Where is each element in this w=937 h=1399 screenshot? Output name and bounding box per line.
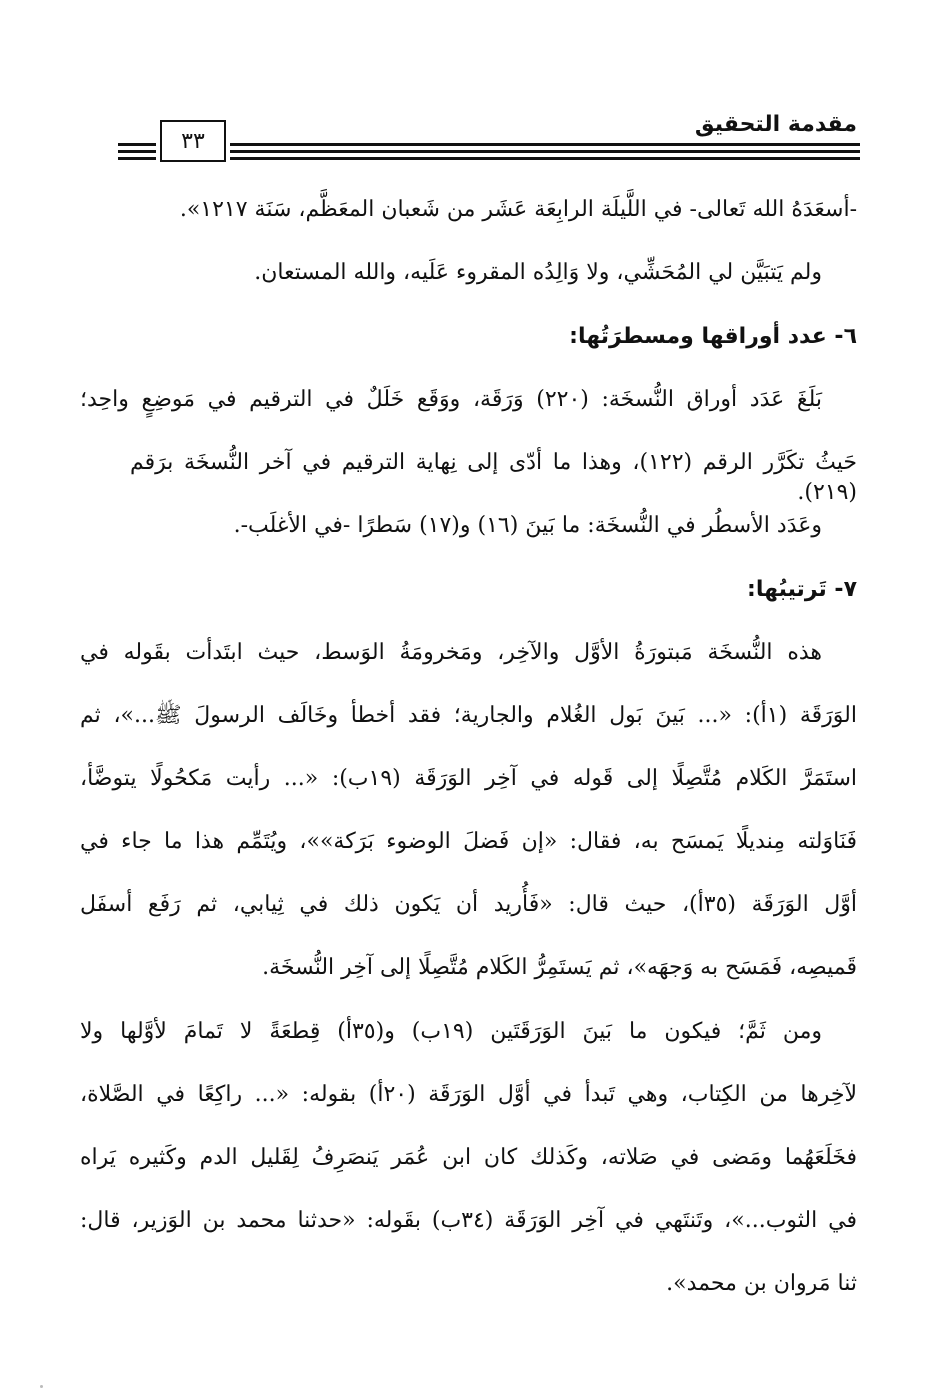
text-line: ولم يَتبَيَّن لي المُحَشِّي، ولا وَالِدُه المقروء عَلَيه، والله المستعان.: [254, 260, 822, 285]
text-line: الوَرَقَة (١أ): «... بَينَ بَول الغُلام والجارية؛ فقد أخطأ وخَالَف الرسولَ ﷺ...»، ثم: [80, 703, 857, 728]
header-rule: [118, 143, 156, 146]
text-line: استَمَرَّ الكَلام مُتَّصِلًا إلى قَوله في آخِر الوَرَقَة (١٩ب): «... رأيت مَكحُولًا يتوضَّأ،: [80, 766, 857, 791]
text-line: فخَلَعَهُما ومَضى في صَلاته، وكَذلك كان ابن عُمَر يَنصَرِفُ لِقَليل الدم وكَثيره يَراه: [80, 1145, 857, 1170]
section-heading: ٧- تَرتيبُها:: [747, 577, 857, 602]
text-line: حَيثُ تكَرَّر الرقم (١٢٢)، وهذا ما أدّى إلى نِهاية الترقيم في آخر النُّسخَة برَقم (٢١٩).: [130, 450, 857, 505]
text-line: ومن ثَمَّ؛ فيكون ما بَينَ الوَرَقَتَين (١٩ب) و(٣٥أ) قِطعَةً لا تَمامَ لأوَّلها ولا: [80, 1019, 823, 1044]
text-line: -أسعَدَهُ الله تَعالى- في اللَّيلَة الرابِعَة عَشَر من شَعبان المعَظَّم، سَنَة ١٢١٧».: [179, 197, 857, 222]
text-line: وعَدَد الأسطُر في النُّسخَة: ما بَينَ (١٦) و(١٧) سَطرًا -في الأغلَب-.: [233, 513, 822, 538]
header-rule: [230, 157, 860, 160]
header-rule: [118, 157, 156, 160]
scan-speck: [40, 1385, 43, 1388]
header-rule: [230, 143, 860, 146]
running-header-title: مقدمة التحقيق: [694, 112, 857, 137]
page-number: ٣٣: [160, 120, 226, 162]
text-line: في الثوب...»، وتَنتَهي في آخِر الوَرَقَة (٣٤ب) بقَوله: «حدثنا محمد بن الوَزير، قال:: [80, 1208, 857, 1233]
text-line: ثنا مَروان بن محمد».: [666, 1271, 857, 1296]
text-line: فَنَاوَلته مِنديلًا يَمسَح به، فقال: «إن فَضلَ الوضوء بَرَكة»»، ويُتَمِّم هذا ما جاء في: [80, 829, 857, 854]
text-line: أوَّل الوَرَقَة (٣٥أ)، حيث قال: «فَأُريد أن يَكون ذلك في ثِيابي، ثم رَفَع أسفَل: [80, 892, 858, 917]
header-rule: [118, 150, 156, 153]
header-rule: [230, 150, 860, 153]
text-line: قَميصِه، فَمَسَح به وَجهَه»، ثم يَستَمِرُّ الكَلام مُتَّصِلًا إلى آخِر النُّسخَة.: [262, 955, 857, 980]
text-line: هذه النُّسخَة مَبتورَةُ الأوَّل والآخِر، ومَخرومَةُ الوَسط، حيث ابتَدأت بقَوله في: [80, 640, 822, 665]
text-line: لآخِرها من الكِتاب، وهي تَبدأ في أوَّل الوَرَقَة (٢٠أ) بقوله: «... راكِعًا في الصَّلاة،: [80, 1082, 857, 1107]
text-line: بَلَغَ عَدَد أوراق النُّسخَة: (٢٢٠) وَرَقَة، ووَقَع خَلَلٌ في الترقيم في مَوضِعٍ واحِد؛: [80, 387, 822, 412]
section-heading: ٦- عدد أوراقها ومسطرَتُها:: [569, 324, 857, 349]
